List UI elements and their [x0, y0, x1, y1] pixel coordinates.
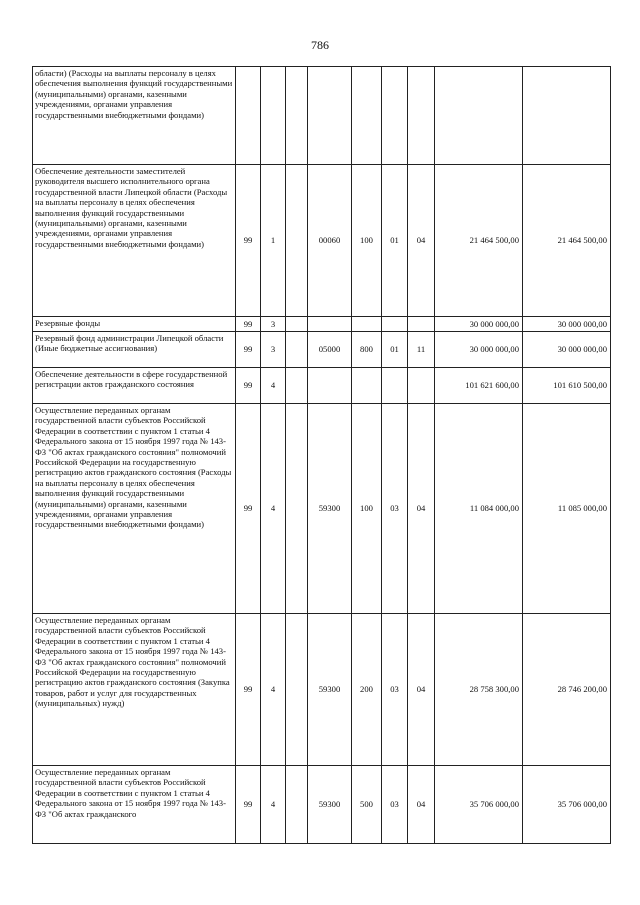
amount-year-2: 28 746 200,00	[523, 614, 611, 766]
target-code: 59300	[308, 404, 352, 614]
row-name: Осуществление переданных органам государственной власти субъектов Российской Федерации в соответствии с пунктом 1 статьи 4 Федерального закона от 15 ноября 1997 года № 143-ФЗ "Об актах гражданского состояния" полномочий Российской Федерации на государственную регистрацию актов гражданского состояния (Закупка товаров, работ и услуг для государственных (муниципальных) нужд)	[33, 614, 236, 766]
amount-year-1: 30 000 000,00	[435, 332, 523, 368]
target-code: 05000	[308, 332, 352, 368]
subsection-code	[408, 67, 435, 165]
subsection-code	[408, 317, 435, 332]
amount-year-2: 11 085 000,00	[523, 404, 611, 614]
subsection-code: 11	[408, 332, 435, 368]
amount-year-1: 28 758 300,00	[435, 614, 523, 766]
subsection-code: 04	[408, 766, 435, 844]
program-code: 99	[236, 317, 261, 332]
amount-year-2: 30 000 000,00	[523, 332, 611, 368]
row-name: Резервный фонд администрации Липецкой области (Иные бюджетные ассигнования)	[33, 332, 236, 368]
amount-year-2: 35 706 000,00	[523, 766, 611, 844]
program-code: 99	[236, 165, 261, 317]
expense-type-code	[352, 67, 382, 165]
subprogram-code: 3	[261, 332, 286, 368]
subsection-code: 04	[408, 614, 435, 766]
extra-code	[286, 368, 308, 404]
section-code: 03	[382, 614, 408, 766]
program-code: 99	[236, 332, 261, 368]
table-body	[33, 67, 611, 844]
target-code: 59300	[308, 766, 352, 844]
subprogram-code	[261, 67, 286, 165]
expense-type-code	[352, 317, 382, 332]
row-name: Обеспечение деятельности в сфере государственной регистрации актов гражданского состояния	[33, 368, 236, 404]
table-row	[33, 368, 611, 404]
target-code	[308, 317, 352, 332]
table-row	[33, 67, 611, 165]
target-code	[308, 368, 352, 404]
extra-code	[286, 317, 308, 332]
section-code: 03	[382, 404, 408, 614]
subsection-code: 04	[408, 165, 435, 317]
extra-code	[286, 614, 308, 766]
row-name: Резервные фонды	[33, 317, 236, 332]
subprogram-code: 3	[261, 317, 286, 332]
table-row	[33, 766, 611, 844]
row-name: Осуществление переданных органам государственной власти субъектов Российской Федерации в соответствии с пунктом 1 статьи 4 Федерального закона от 15 ноября 1997 года № 143-ФЗ "Об актах гражданского состояния" полномочий Российской Федерации на государственную регистрацию актов гражданского состояния (Расходы на выплаты персоналу в целях обеспечения выполнения функций государственными (муниципальными) органами, казенными учреждениями, органами управления государственными внебюджетными фондами)	[33, 404, 236, 614]
table-row	[33, 404, 611, 614]
section-code: 01	[382, 332, 408, 368]
subprogram-code: 4	[261, 614, 286, 766]
extra-code	[286, 766, 308, 844]
table-row	[33, 614, 611, 766]
expense-type-code: 500	[352, 766, 382, 844]
expense-type-code: 200	[352, 614, 382, 766]
expense-type-code	[352, 368, 382, 404]
budget-table	[32, 66, 611, 844]
extra-code	[286, 67, 308, 165]
subprogram-code: 4	[261, 404, 286, 614]
program-code: 99	[236, 766, 261, 844]
row-name: Обеспечение деятельности заместителей руководителя высшего исполнительного органа государственной власти Липецкой области (Расходы на выплаты персоналу в целях обеспечения выполнения функций государственными (муниципальными) органами, казенными учреждениями, органами управления государственными внебюджетными фондами)	[33, 165, 236, 317]
program-code: 99	[236, 404, 261, 614]
expense-type-code: 100	[352, 404, 382, 614]
amount-year-2: 30 000 000,00	[523, 317, 611, 332]
table-row	[33, 165, 611, 317]
amount-year-2	[523, 67, 611, 165]
extra-code	[286, 165, 308, 317]
extra-code	[286, 332, 308, 368]
program-code	[236, 67, 261, 165]
subprogram-code: 4	[261, 368, 286, 404]
section-code: 03	[382, 766, 408, 844]
amount-year-1: 101 621 600,00	[435, 368, 523, 404]
amount-year-2: 101 610 500,00	[523, 368, 611, 404]
row-name: Осуществление переданных органам государственной власти субъектов Российской Федерации в соответствии с пунктом 1 статьи 4 Федерального закона от 15 ноября 1997 года № 143-ФЗ "Об актах гражданского	[33, 766, 236, 844]
section-code: 01	[382, 165, 408, 317]
subprogram-code: 1	[261, 165, 286, 317]
expense-type-code: 800	[352, 332, 382, 368]
extra-code	[286, 404, 308, 614]
amount-year-1	[435, 67, 523, 165]
page-number: 786	[311, 38, 329, 52]
program-code: 99	[236, 368, 261, 404]
amount-year-1: 35 706 000,00	[435, 766, 523, 844]
row-name: области) (Расходы на выплаты персоналу в целях обеспечения выполнения функций государственными (муниципальными) органами, казенными учреждениями, органами управления государственными внебюджетными фондами)	[33, 67, 236, 165]
program-code: 99	[236, 614, 261, 766]
table-row	[33, 317, 611, 332]
target-code: 59300	[308, 614, 352, 766]
section-code	[382, 317, 408, 332]
amount-year-1: 11 084 000,00	[435, 404, 523, 614]
subsection-code	[408, 368, 435, 404]
target-code	[308, 67, 352, 165]
table-row	[33, 332, 611, 368]
section-code	[382, 67, 408, 165]
subsection-code: 04	[408, 404, 435, 614]
target-code: 00060	[308, 165, 352, 317]
section-code	[382, 368, 408, 404]
amount-year-1: 30 000 000,00	[435, 317, 523, 332]
amount-year-2: 21 464 500,00	[523, 165, 611, 317]
subprogram-code: 4	[261, 766, 286, 844]
amount-year-1: 21 464 500,00	[435, 165, 523, 317]
expense-type-code: 100	[352, 165, 382, 317]
